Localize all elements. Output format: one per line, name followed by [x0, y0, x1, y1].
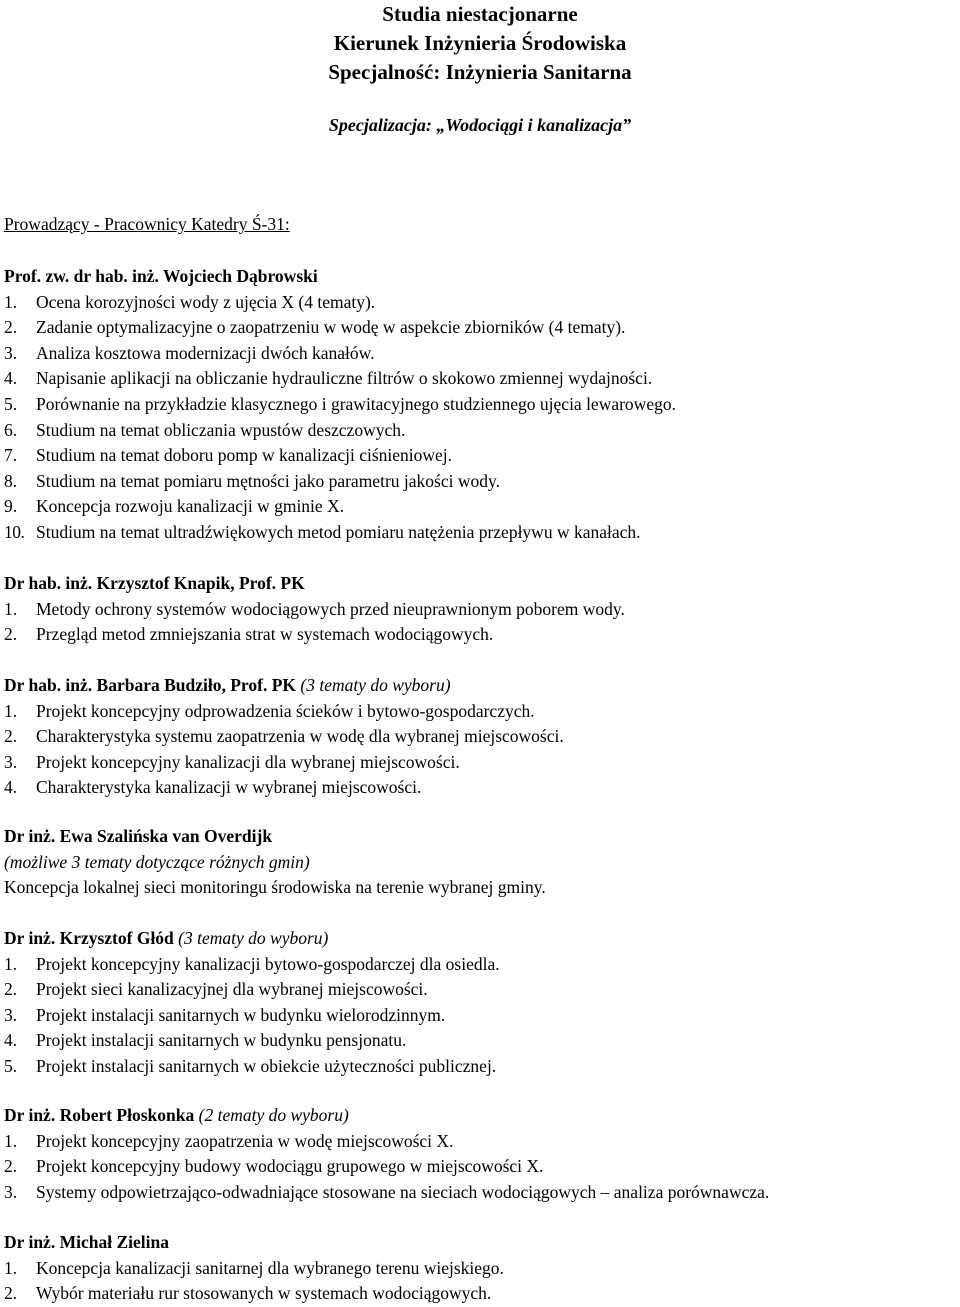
- supervisor-heading: [4, 1103, 960, 1129]
- supervisor-section: [4, 926, 960, 1080]
- supervisor-heading: [4, 824, 960, 850]
- topic-text: Koncepcja rozwoju kanalizacji w gminie X.: [36, 496, 345, 517]
- topic-item: [4, 366, 960, 392]
- topic-item: [4, 750, 960, 776]
- supervisor-section: [4, 824, 960, 901]
- topic-text: Wybór materiału rur stosowanych w systemach wodociągowych.: [36, 1283, 492, 1304]
- topic-text: Projekt instalacji sanitarnych w budynku wielorodzinnym.: [36, 1004, 446, 1025]
- supervisor-heading: [4, 571, 960, 597]
- topic-text: Analiza kosztowa modernizacji dwóch kanałów.: [36, 342, 375, 363]
- topic-item: [4, 622, 960, 648]
- topic-text: Studium na temat ultradźwiękowych metod pomiaru natężenia przepływu w kanałach.: [36, 521, 641, 542]
- supervisor-note: (2 tematy do wyboru): [198, 1105, 349, 1125]
- header-line-2: Kierunek Inżynieria Środowiska: [333, 31, 627, 55]
- topic-number: 2.: [4, 979, 18, 1000]
- topic-item: [4, 494, 960, 520]
- topic-item: [4, 1129, 960, 1155]
- supervisor-name: Dr inż. Michał Zielina: [4, 1232, 169, 1252]
- topic-text: Projekt koncepcyjny kanalizacji dla wybranej miejscowości.: [36, 751, 460, 772]
- supervisor-section: [4, 1103, 960, 1205]
- topic-item: [4, 469, 960, 495]
- supervisor-name: Dr inż. Krzysztof Głód: [4, 928, 174, 948]
- topic-text: Koncepcja lokalnej sieci monitoringu środowiska na terenie wybranej gminy.: [4, 877, 546, 898]
- topic-text: Studium na temat pomiaru mętności jako parametru jakości wody.: [36, 470, 500, 491]
- topic-number: 3.: [4, 342, 18, 363]
- topic-text: Projekt koncepcyjny zaopatrzenia w wodę miejscowości X.: [36, 1130, 454, 1151]
- topic-number: 7.: [4, 445, 18, 466]
- topic-text: Porównanie na przykładzie klasycznego i grawitacyjnego studziennego ujęcia lewarowego.: [36, 393, 676, 414]
- topic-number: 2.: [4, 624, 18, 645]
- topic-item: [4, 1281, 960, 1307]
- topic-number: 10.: [4, 521, 25, 542]
- topic-item: [4, 1028, 960, 1054]
- supervisor-section: [4, 1230, 960, 1307]
- topic-text: Napisanie aplikacji na obliczanie hydrauliczne filtrów o skokowo zmiennej wydajności.: [36, 368, 653, 389]
- topic-item: [4, 520, 960, 546]
- topic-item: [4, 418, 960, 444]
- topic-text: Koncepcja kanalizacji sanitarnej dla wybranego terenu wiejskiego.: [36, 1257, 504, 1278]
- topic-item: [4, 775, 960, 801]
- topic-item: [4, 1180, 960, 1206]
- topic-item: [4, 977, 960, 1003]
- topic-number: 1.: [4, 1130, 18, 1151]
- topic-item: [4, 1003, 960, 1029]
- supervisor-heading: [4, 264, 960, 290]
- supervisor-name: Dr hab. inż. Krzysztof Knapik, Prof. PK: [4, 573, 305, 593]
- topic-number: 1.: [4, 1257, 18, 1278]
- topic-text: Projekt koncepcyjny budowy wodociągu grupowego w miejscowości X.: [36, 1156, 544, 1177]
- topic-item: [4, 952, 960, 978]
- topic-number: 1.: [4, 291, 18, 312]
- topic-number: 3.: [4, 751, 18, 772]
- header-line-1: Studia niestacjonarne: [382, 2, 578, 26]
- topic-number: 4.: [4, 777, 18, 798]
- topic-text: Systemy odpowietrzająco-odwadniające stosowane na sieciach wodociągowych – analiza porównawcza.: [36, 1181, 770, 1202]
- topic-text: Charakterystyka systemu zaopatrzenia w wodę dla wybranej miejscowości.: [36, 726, 564, 747]
- specialization-line: Specjalizacja: „Wodociągi i kanalizacja”: [328, 115, 632, 135]
- topic-item: [4, 290, 960, 316]
- topic-item: [4, 724, 960, 750]
- topic-number: 1.: [4, 598, 18, 619]
- topic-text: Przegląd metod zmniejszania strat w systemach wodociągowych.: [36, 624, 494, 645]
- supervisor-note: (możliwe 3 tematy dotyczące różnych gmin): [4, 851, 310, 872]
- supervisor-section: [4, 264, 960, 546]
- topic-text: Projekt instalacji sanitarnych w obiekcie użyteczności publicznej.: [36, 1055, 497, 1076]
- document-header: [0, 0, 960, 87]
- supervisor-name: Dr hab. inż. Barbara Budziło, Prof. PK: [4, 675, 297, 695]
- topic-text: Projekt sieci kanalizacyjnej dla wybranej miejscowości.: [36, 979, 428, 1000]
- topic-number: 2.: [4, 726, 18, 747]
- topic-number: 1.: [4, 700, 18, 721]
- topic-number: 2.: [4, 317, 18, 338]
- topic-item: [4, 315, 960, 341]
- topic-text: Zadanie optymalizacyjne o zaopatrzeniu w wodę w aspekcie zbiorników (4 tematy).: [36, 317, 626, 338]
- topic-text: Studium na temat doboru pomp w kanalizacji ciśnieniowej.: [36, 445, 453, 466]
- topic-number: 5.: [4, 393, 18, 414]
- supervisor-name: Dr inż. Robert Płoskonka: [4, 1105, 195, 1125]
- topic-item: [4, 443, 960, 469]
- topic-text: Projekt koncepcyjny odprowadzenia ścieków i bytowo-gospodarczych.: [36, 700, 535, 721]
- topic-number: 8.: [4, 470, 18, 491]
- topic-item: [4, 1054, 960, 1080]
- topic-number: 4.: [4, 1030, 18, 1051]
- supervisor-section: [4, 673, 960, 801]
- topic-number: 4.: [4, 368, 18, 389]
- topic-item: [4, 597, 960, 623]
- topic-item: [4, 392, 960, 418]
- topic-text: Metody ochrony systemów wodociągowych przed nieuprawnionym poborem wody.: [36, 598, 625, 619]
- topic-text: Ocena korozyjności wody z ujęcia X (4 tematy).: [36, 291, 376, 312]
- topic-number: 1.: [4, 953, 18, 974]
- topic-number: 3.: [4, 1181, 18, 1202]
- topic-number: 2.: [4, 1156, 18, 1177]
- topic-text: Projekt koncepcyjny kanalizacji bytowo-gospodarczej dla osiedla.: [36, 953, 500, 974]
- topic-text: Studium na temat obliczania wpustów deszczowych.: [36, 419, 406, 440]
- supervisor-heading: [4, 673, 960, 699]
- topic-number: 5.: [4, 1055, 18, 1076]
- supervisor-heading: [4, 1230, 960, 1256]
- topic-number: 2.: [4, 1283, 18, 1304]
- topic-text: Charakterystyka kanalizacji w wybranej miejscowości.: [36, 777, 422, 798]
- supervisor-note: (3 tematy do wyboru): [178, 928, 329, 948]
- topic-text: Projekt instalacji sanitarnych w budynku pensjonatu.: [36, 1030, 407, 1051]
- supervisor-section: [4, 571, 960, 648]
- topic-item: [4, 341, 960, 367]
- supervisor-name: Prof. zw. dr hab. inż. Wojciech Dąbrowski: [4, 266, 318, 286]
- header-line-3: Specjalność: Inżynieria Sanitarna: [328, 60, 632, 84]
- topic-item: [4, 699, 960, 725]
- topic-number: 6.: [4, 419, 18, 440]
- topic-item: [4, 1154, 960, 1180]
- topic-number: 3.: [4, 1004, 18, 1025]
- supervisor-heading: [4, 926, 960, 952]
- topic-item: [4, 1256, 960, 1282]
- supervisor-name: Dr inż. Ewa Szalińska van Overdijk: [4, 826, 273, 846]
- lead-line: Prowadzący - Pracownicy Katedry Ś-31:: [4, 214, 290, 234]
- supervisor-note: (3 tematy do wyboru): [300, 675, 451, 695]
- topic-number: 9.: [4, 496, 18, 517]
